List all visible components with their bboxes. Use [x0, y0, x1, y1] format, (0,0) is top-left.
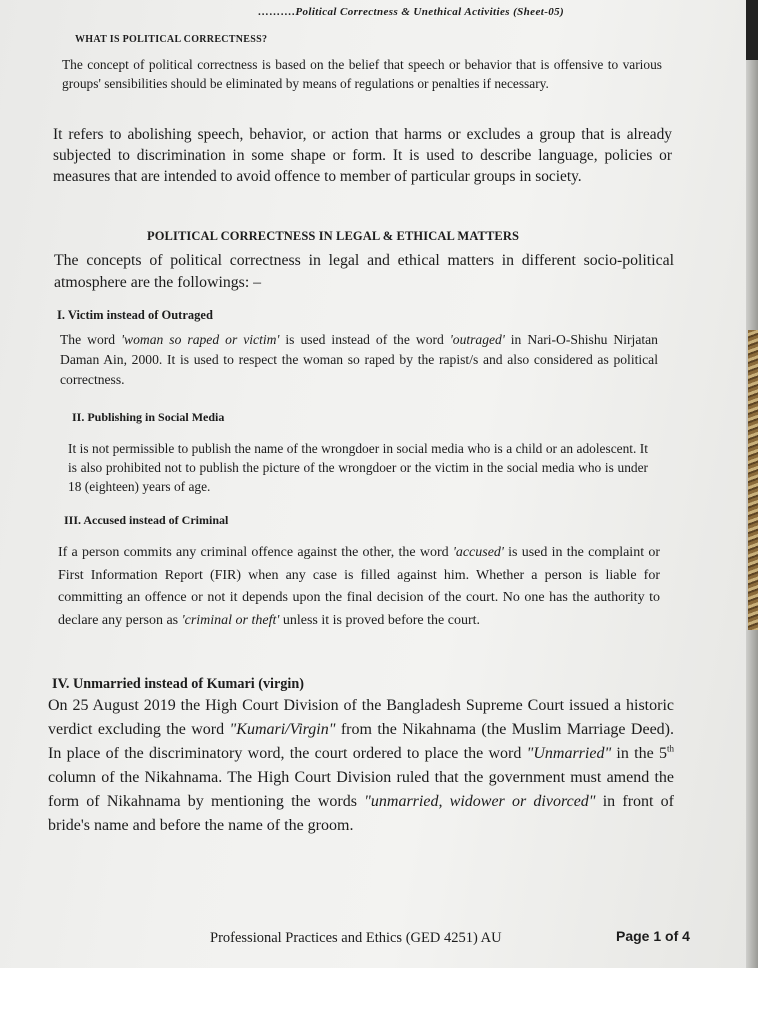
intro-paragraph: It refers to abolishing speech, behavior, or action that harms or excludes a group that is already subjected to discrimination in some shape or form. It is used to describe language, policies or measures that are intended to avoid offence to member of particular groups in society. — [53, 126, 672, 185]
background-corner — [746, 0, 758, 60]
item-text-social-media: It is not permissible to publish the name of the wrongdoer in social media who is a child or an adolescent. It is also prohibited not to publish the picture of the wrongdoer or the victim in the social media who is under 18 (eighteen) years of age. — [68, 441, 648, 494]
item-text-unmarried: On 25 August 2019 the High Court Division of the Bangladesh Supreme Court issued a historic verdict excluding the word "Kumari/Virgin" from the Nikahnama (the Muslim Marriage Deed). In place of the discriminatory word, the court ordered to place the word "Unmarried" in the 5th column of the Nikahnama. The High Court Division ruled that the government must amend the form of Nikahnama by mentioning the words "unmarried, widower or divorced" in front of bride's name and before the name of the groom. — [48, 697, 675, 834]
section-heading-political-correctness: WHAT IS POLITICAL CORRECTNESS? — [75, 34, 268, 45]
item-text-victim: The word 'woman so raped or victim' is used instead of the word 'outraged' in Nari-O-Shishu Nirjatan Daman Ain, 2000. It is used to respect the woman so raped by the rapist/s and also considered as political correctness. — [60, 332, 658, 387]
item-heading-victim: I. Victim instead of Outraged — [57, 308, 213, 322]
item-heading-accused: III. Accused instead of Criminal — [64, 513, 229, 527]
section-heading-legal-ethical: POLITICAL CORRECTNESS IN LEGAL & ETHICAL MATTERS — [147, 229, 520, 243]
footer-course-title: Professional Practices and Ethics (GED 4251) AU — [210, 930, 502, 946]
item-text-accused: If a person commits any criminal offence against the other, the word 'accused' is used in the complaint or First Information Report (FIR) when any case is filled against him. Whether a person is liable for committing an offence or not it depends upon the final decision of the court. No one has the authority to declare any person as 'criminal or theft' unless it is proved before the court. — [58, 545, 660, 628]
background-fabric — [748, 330, 758, 630]
item-heading-social-media: II. Publishing in Social Media — [72, 410, 225, 424]
legal-intro-paragraph: The concepts of political correctness in legal and ethical matters in different socio-political atmosphere are the followings: – — [54, 252, 674, 291]
definition-paragraph: The concept of political correctness is based on the belief that speech or behavior that is offensive to various groups' sensibilities should be eliminated by means of regulations or penalties if necessary. — [62, 57, 662, 91]
page-number: Page 1 of 4 — [616, 928, 690, 944]
item-heading-unmarried: IV. Unmarried instead of Kumari (virgin) — [52, 676, 304, 692]
sheet-header: ……….Political Correctness & Unethical Activities (Sheet-05) — [258, 6, 565, 18]
